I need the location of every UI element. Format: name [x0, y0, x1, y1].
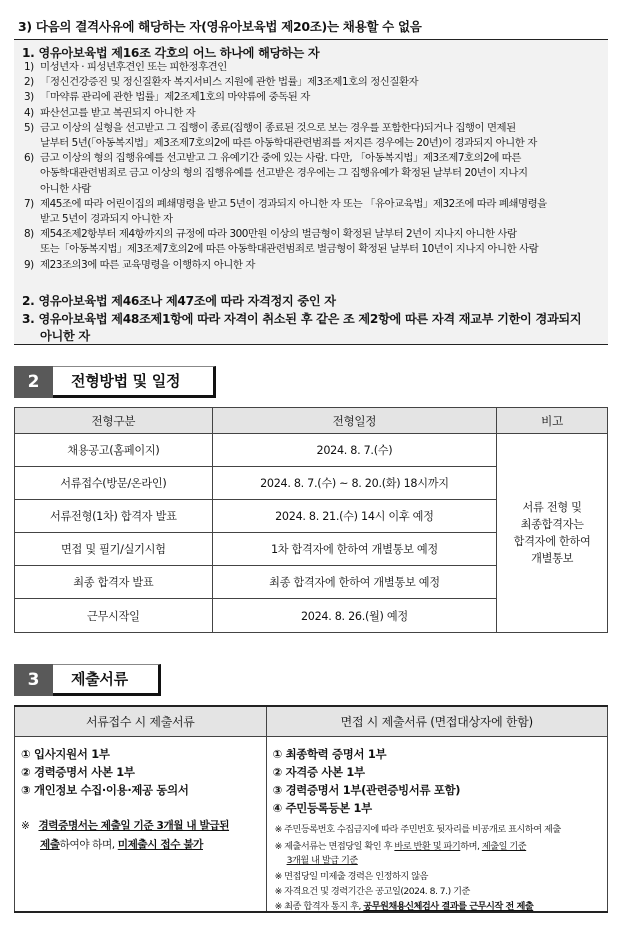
documents-header-interview: 면접 시 제출서류 (면접대상자에 한함) [266, 706, 607, 736]
schedule-stage: 서류접수(방문/온라인) [15, 467, 213, 500]
interview-note-1: ※ 주민등록번호 수집금지에 따라 주민번호 뒷자리를 비공개로 표시하여 제출 [274, 823, 561, 835]
item-text: 파산선고를 받고 복권되지 아니한 자 [40, 106, 196, 119]
schedule-date: 2024. 8. 7.(수) [212, 434, 497, 467]
item-text: 제54조제2항부터 제4항까지의 규정에 따라 300만원 이상의 벌금형이 확정된 날부터 2년이 지나지 아니한 사람 [40, 228, 517, 241]
item-text: 아니한 사람 [40, 182, 91, 195]
section-3-number: 3 [14, 664, 53, 696]
schedule-table [14, 407, 608, 633]
interview-note-3: ※ 면접당일 미제출 경력은 인정하지 않음 [274, 870, 428, 882]
disqualification-main-2: 2. 영유아보육법 제46조나 제47조에 따라 자격정지 중인 자 [22, 294, 336, 308]
documents-interview-cell [266, 736, 607, 912]
note-text: ※ 제출서류는 면접당일 확인 후 [274, 840, 395, 852]
table-row [15, 434, 608, 467]
documents-application-cell [15, 736, 267, 912]
schedule-date: 1차 합격자에 한하여 개별통보 예정 [212, 533, 497, 566]
section-2-header [14, 366, 216, 398]
schedule-header-stage: 전형구분 [15, 408, 213, 434]
schedule-date: 최종 합격자에 한하여 개별통보 예정 [212, 566, 497, 599]
schedule-stage: 면접 및 필기/실기시험 [15, 533, 213, 566]
item-number: 6) [24, 152, 34, 165]
documents-header-row [15, 706, 608, 736]
schedule-note-line: 합격자에 한하여 [513, 535, 591, 548]
item-text: 또는「아동복지법」제3조제7호의2에 따른 아동학대관련범죄로 벌금형이 확정된 날부터 10년이 지나지 아니한 사람 [40, 243, 539, 256]
item-text: 받고 5년이 경과되지 아니한 자 [40, 212, 173, 225]
note-underline: 미제출시 접수 불가 [117, 838, 203, 851]
item-text: 「정신건강증진 및 정신질환자 복지서비스 지원에 관한 법률」제3조제1호의 정신질환자 [40, 76, 419, 89]
item-text: 금고 이상의 형의 집행유예를 선고받고 그 유예기간 중에 있는 사람. 다만, 「아동복지법」제3조제7호의2에 따른 [40, 152, 521, 165]
schedule-date: 2024. 8. 26.(월) 예정 [212, 599, 497, 633]
item-text: 「마약류 관리에 관한 법률」제2조제1호의 마약류에 중독된 자 [40, 91, 310, 104]
item-number: 5) [24, 121, 34, 134]
disqualification-item [24, 258, 604, 273]
disqualification-item [24, 90, 604, 105]
note-text: 하여야 하며, [59, 838, 118, 851]
interview-note-4: ※ 자격요건 및 경력기간은 공고일(2024. 8. 7.) 기준 [274, 885, 470, 897]
note-underline: 경력증명서는 제출일 기준 3개월 내 발급된 [38, 819, 230, 832]
interview-note-2-cont: 3개월 내 발급 기준 [286, 854, 358, 866]
disqualification-box [14, 39, 608, 345]
list-item: ③ 개인정보 수집·이용·제공 동의서 [21, 782, 189, 797]
documents-body-row [15, 736, 608, 912]
disqualification-main-1: 1. 영유아보육법 제16조 각호의 어느 하나에 해당하는 자 [22, 46, 320, 60]
schedule-stage: 채용공고(홈페이지) [15, 434, 213, 467]
note-text: ※ 최종 합격자 통지 후, [274, 900, 364, 912]
note-text: 하며, [460, 840, 482, 852]
schedule-header-date: 전형일정 [212, 408, 497, 434]
section-3-title: 제출서류 [53, 664, 161, 696]
schedule-header-row [15, 408, 608, 434]
item-text: 제23조의3에 따른 교육명령을 이행하지 아니한 자 [40, 258, 255, 271]
disqualification-item [24, 151, 604, 197]
item-number: 7) [24, 197, 34, 210]
note-underline: 공무원채용신체검사 결과를 근무시작 전 제출 [363, 900, 534, 912]
schedule-date: 2024. 8. 21.(수) 14시 이후 예정 [212, 500, 497, 533]
item-text: 금고 이상의 실형을 선고받고 그 집행이 종료(집행이 종료된 것으로 보는 경우를 포함한다)되거나 집행이 면제된 [40, 121, 516, 134]
note-underline: 제출일 기준 [481, 840, 527, 852]
item-number: 3) [24, 91, 34, 104]
schedule-stage: 서류전형(1차) 합격자 발표 [15, 500, 213, 533]
item-number: 8) [24, 228, 34, 241]
list-item: ① 입사지원서 1부 [21, 746, 110, 761]
disqualification-main-3-cont: 아니한 자 [40, 329, 90, 343]
note-underline: 제출 [40, 838, 60, 851]
list-item: ② 자격증 사본 1부 [272, 764, 365, 779]
item-text: 제45조에 따라 어린이집의 폐쇄명령을 받고 5년이 경과되지 아니한 자 또는 「유아교육법」제32조에 따라 폐쇄명령을 [40, 197, 547, 210]
list-item: ③ 경력증명서 1부(관련증빙서류 포함) [272, 782, 461, 797]
disqualification-item [24, 227, 604, 257]
schedule-note-line: 최종합격자는 [520, 518, 584, 531]
disqualification-item [24, 60, 604, 75]
schedule-header-note: 비고 [497, 408, 608, 434]
item-number: 9) [24, 258, 34, 271]
note-mark: ※ [21, 819, 30, 832]
list-item: ② 경력증명서 사본 1부 [21, 764, 135, 779]
application-note [21, 817, 229, 855]
section-2-title: 전형방법 및 일정 [53, 366, 216, 398]
disqualification-item [24, 75, 604, 90]
item-number: 1) [24, 61, 34, 73]
item-text: 미성년자 · 피성년후견인 또는 피한정후견인 [40, 61, 227, 73]
schedule-date: 2024. 8. 7.(수) ~ 8. 20.(화) 18시까지 [212, 467, 497, 500]
item-text: 날부터 5년(「아동복지법」제3조제7호의2에 따른 아동학대관련범죄를 저지른 경우에는 20년)이 경과되지 아니한 자 [40, 136, 537, 149]
disqualification-main-3: 3. 영유아보육법 제48조제1항에 따라 자격이 취소된 후 같은 조 제2항에 따른 자격 재교부 기한이 경과되지 [22, 312, 582, 326]
interview-note-5 [275, 900, 534, 913]
item-number: 4) [24, 106, 34, 119]
list-item: ① 최종학력 증명서 1부 [272, 746, 387, 761]
schedule-note-line: 서류 전형 및 [522, 501, 582, 514]
documents-table [14, 705, 608, 913]
disqualification-intro: 3) 다음의 결격사유에 해당하는 자(영유아보육법 제20조)는 채용할 수 없음 [18, 19, 422, 34]
schedule-stage: 최종 합격자 발표 [15, 566, 213, 599]
documents-header-application: 서류접수 시 제출서류 [15, 706, 267, 736]
list-item: ④ 주민등록등본 1부 [272, 800, 372, 815]
section-2-number: 2 [14, 366, 53, 398]
interview-note-2 [275, 840, 527, 853]
schedule-note-line: 개별통보 [531, 552, 574, 565]
disqualification-item [24, 106, 604, 121]
item-text: 아동학대관련범죄로 금고 이상의 형의 집행유예를 선고받은 경우에는 그 집행유예가 확정된 날부터 20년이 지나지 [40, 167, 528, 180]
disqualification-item [24, 197, 604, 227]
disqualification-item [24, 121, 604, 151]
note-underline: 바로 반환 및 파기 [394, 840, 461, 852]
section-3-header [14, 664, 161, 696]
schedule-stage: 근무시작일 [15, 599, 213, 633]
schedule-note [497, 434, 608, 633]
item-number: 2) [24, 76, 34, 89]
